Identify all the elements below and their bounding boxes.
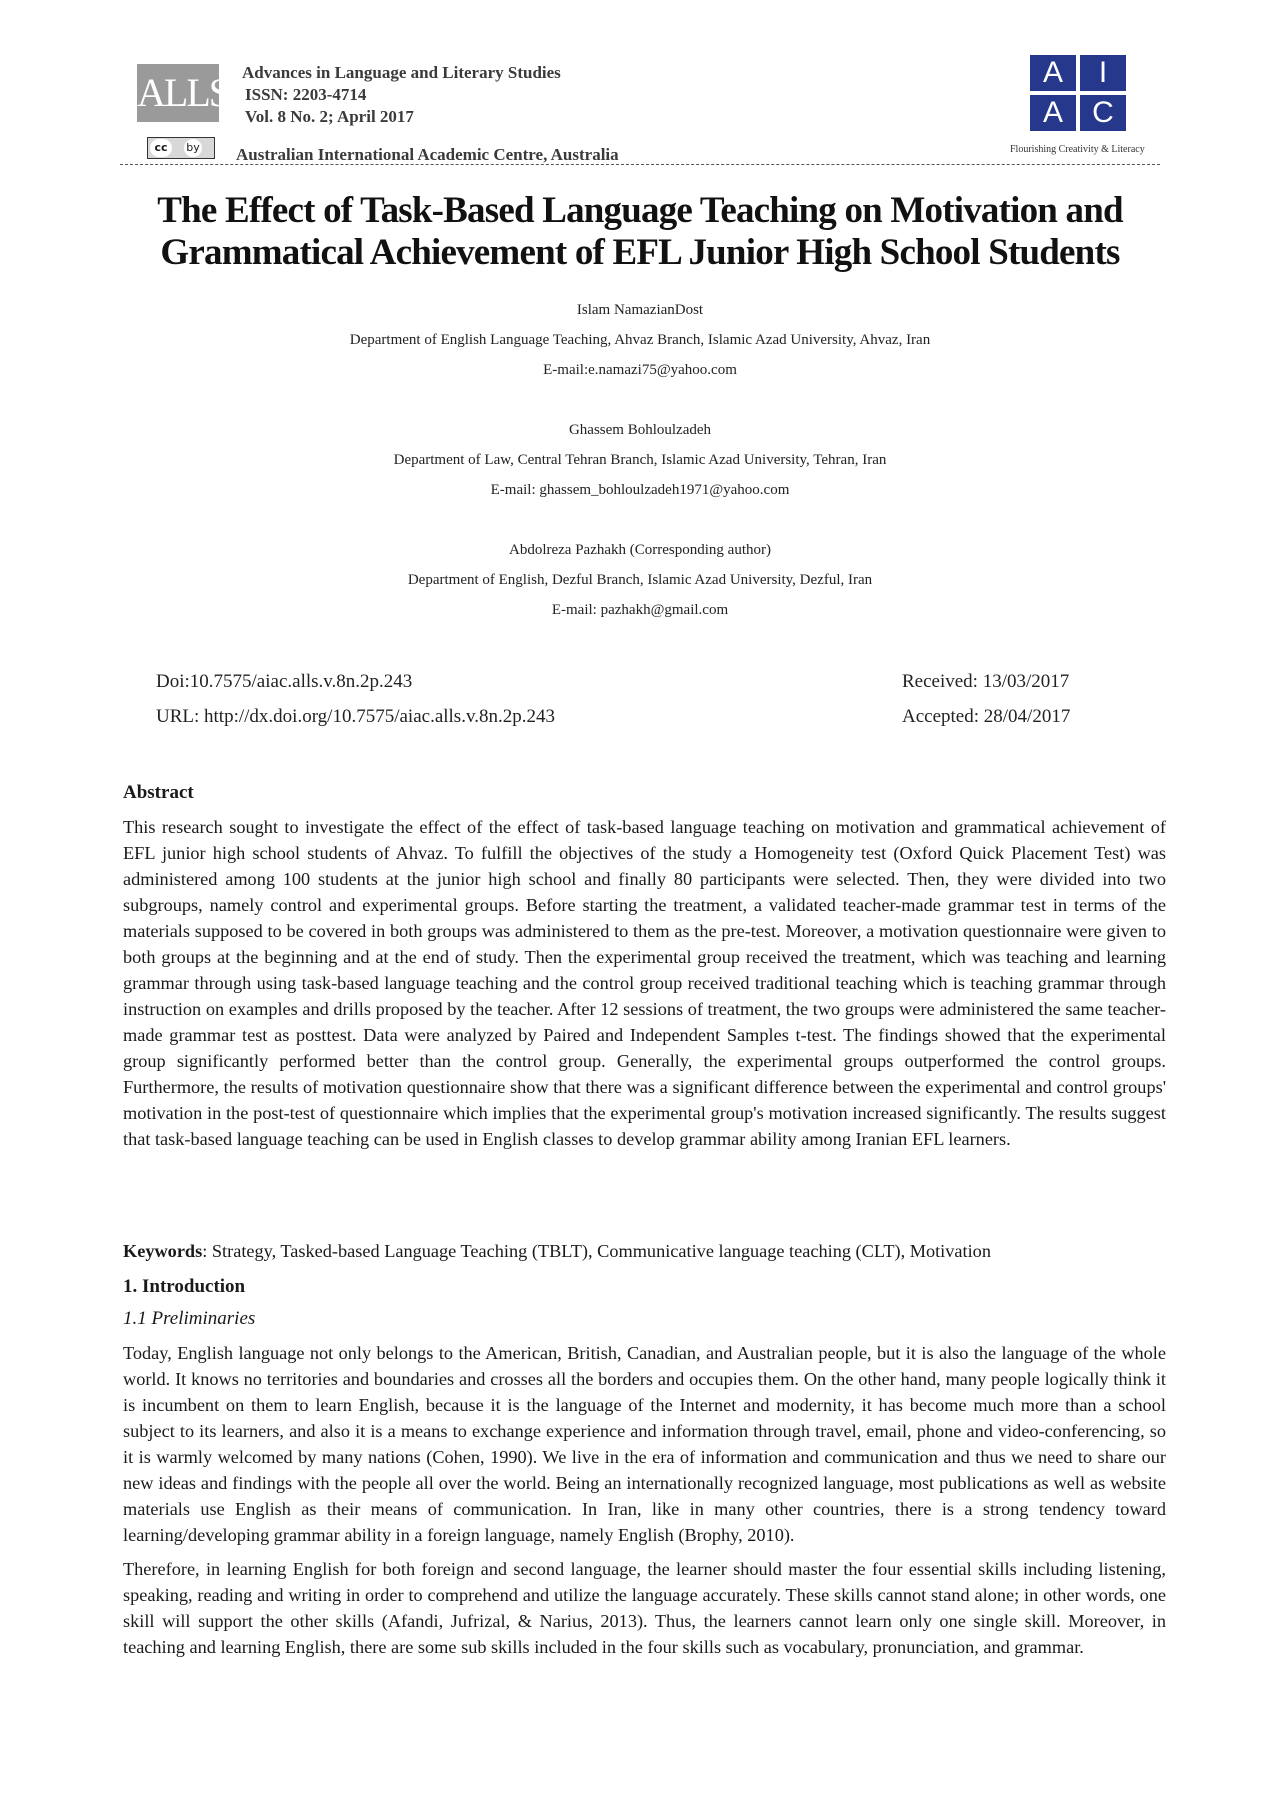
doi-url[interactable]: URL: http://dx.doi.org/10.7575/aiac.alls.v.8n.2p.243 xyxy=(156,706,555,727)
logo-letter: C xyxy=(1080,95,1126,131)
keywords xyxy=(123,1238,1166,1264)
abstract-heading: Abstract xyxy=(123,782,194,803)
journal-volume: Vol. 8 No. 2; April 2017 xyxy=(245,107,414,126)
doi: Doi:10.7575/aiac.alls.v.8n.2p.243 xyxy=(156,671,413,692)
cc-icon: cc xyxy=(150,139,172,157)
title-line: The Effect of Task-Based Language Teaching on Motivation and xyxy=(157,190,1123,231)
paragraph: Today, English language not only belongs to the American, British, Canadian, and Australian people, but it is also the language of the whole world. It knows no territories and boundaries and crosses all the borders and occupies them. On the other hand, many people logically think it is incumbent on them to learn English, because it is the language of the Internet and modernity, it has become much more than a school subject to its learners, and also it is a means to exchange experience and information through travel, email, phone and video-conferencing, so it is warmly welcomed by many nations (Cohen, 1990). We live in the era of information and communication and thus we need to share our new ideas and findings with the people all over the world. Being an internationally recognized language, most publications as well as website materials use English as their means of communication. In Iran, like in many other countries, there is a strong tendency toward learning/developing grammar ability in a foreign language, namely English (Brophy, 2010). xyxy=(123,1343,1166,1545)
cc-license-badge[interactable] xyxy=(147,137,215,159)
author-name: Ghassem Bohloulzadeh xyxy=(568,422,712,438)
author-affiliation: Department of English Language Teaching, Ahvaz Branch, Islamic Azad University, Ahvaz, Iran xyxy=(349,332,931,348)
author-email[interactable]: E-mail: ghassem_bohloulzadeh1971@yahoo.com xyxy=(490,482,790,498)
journal-info xyxy=(242,62,561,128)
introduction-section xyxy=(123,1274,1166,1660)
keywords-label: Keywords xyxy=(123,1241,203,1261)
by-icon: by xyxy=(184,139,202,157)
author-name: Islam NamazianDost xyxy=(576,302,704,318)
author-affiliation: Department of Law, Central Tehran Branch, Islamic Azad University, Tehran, Iran xyxy=(393,452,887,468)
journal-name: Advances in Language and Literary Studies xyxy=(242,63,561,82)
logo-letter: I xyxy=(1080,55,1126,91)
author-affiliation: Department of English, Dezful Branch, Islamic Azad University, Dezful, Iran xyxy=(407,572,873,588)
accepted-date: Accepted: 28/04/2017 xyxy=(902,706,1071,727)
title-line: Grammatical Achievement of EFL Junior High School Students xyxy=(160,232,1120,273)
dates-block xyxy=(902,664,1070,734)
keywords-text: : Strategy, Tasked-based Language Teaching (TBLT), Communicative language teaching (CLT), Motivation xyxy=(202,1241,991,1261)
journal-header xyxy=(0,0,1280,175)
author-email[interactable]: E-mail: pazhakh@gmail.com xyxy=(551,602,729,618)
header-divider xyxy=(120,164,1160,165)
abstract-section xyxy=(123,780,1166,1152)
publisher-centre: Australian International Academic Centre, Australia xyxy=(236,145,619,164)
section-heading: 1. Introduction xyxy=(123,1276,246,1297)
author-name: Abdolreza Pazhakh (Corresponding author) xyxy=(508,542,771,558)
logo-letter: A xyxy=(1030,55,1076,91)
journal-issn: ISSN: 2203-4714 xyxy=(245,85,367,104)
publisher-tagline: Flourishing Creativity & Literacy xyxy=(1010,144,1145,155)
received-date: Received: 13/03/2017 xyxy=(902,671,1070,692)
publisher-logo xyxy=(1030,55,1126,131)
author-email[interactable]: E-mail:e.namazi75@yahoo.com xyxy=(543,362,737,378)
paper-title xyxy=(100,190,1180,274)
doi-block xyxy=(156,664,555,734)
abstract-text: This research sought to investigate the effect of the effect of task-based language teaching on motivation and grammatical achievement of EFL junior high school students of Ahvaz. To fulfill the objectives of the study a Homogeneity test (Oxford Quick Placement Test) was administered among 100 students at the junior high school and finally 80 participants were selected. Then, they were divided into two subgroups, namely control and experimental groups. Before starting the treatment, a validated teacher-made grammar test in terms of the materials supposed to be covered in both groups was administered to them as the pre-test. Moreover, a motivation questionnaire were given to both groups at the beginning and at the end of study. Then the experimental group received the treatment, which was teaching and learning grammar through using task-based language teaching and the control group received traditional teaching which is teaching grammar through instruction on examples and drills proposed by the teacher. After 12 sessions of treatment, the two groups were administered the same teacher-made grammar test as posttest. Data were analyzed by Paired and Independent Samples t-test. The findings showed that the experimental group significantly performed better than the control group. Generally, the experimental groups outperformed the control groups. Furthermore, the results of motivation questionnaire show that there was a significant difference between the experimental and control groups' motivation in the post-test of questionnaire which implies that the experimental group's motivation increased significantly. The results suggest that task-based language teaching can be used in English classes to develop grammar ability among Iranian EFL learners. xyxy=(123,817,1166,1149)
author-block xyxy=(100,298,1180,628)
subsection-heading: 1.1 Preliminaries xyxy=(123,1308,256,1329)
paragraph: Therefore, in learning English for both foreign and second language, the learner should master the four essential skills including listening, speaking, reading and writing in order to comprehend and utilize the language accurately. These skills cannot stand alone; in other words, one skill will support the other skills (Afandi, Jufrizal, & Narius, 2013). Thus, the learners cannot learn only one single skill. Moreover, in teaching and learning English, there are some sub skills included in the four skills such as vocabulary, pronunciation, and grammar. xyxy=(123,1559,1166,1657)
logo-letter: A xyxy=(1030,95,1076,131)
journal-logo: ALLS xyxy=(137,64,219,122)
